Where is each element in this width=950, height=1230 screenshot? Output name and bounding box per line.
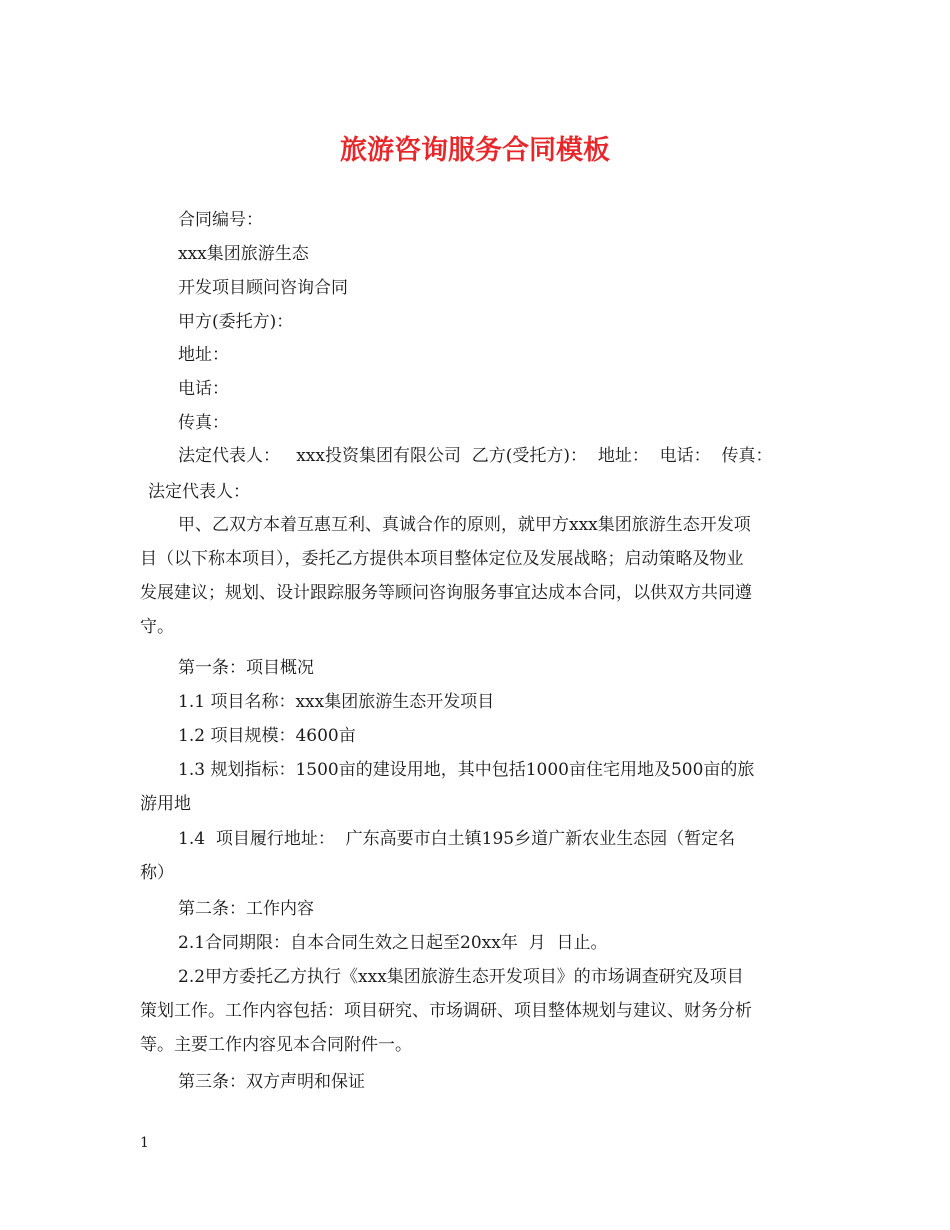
- text-line: xxx集团旅游生态: [178, 244, 309, 264]
- text-line: 法定代表人： xxx投资集团有限公司 乙方(受托方)： 地址： 电话： 传真：: [178, 446, 773, 466]
- fax-label: 传真：: [178, 413, 229, 433]
- paragraph-line: 称）: [140, 863, 174, 883]
- legal-rep-label: 法定代表人：: [148, 482, 250, 502]
- paragraph-line: 守。: [140, 617, 174, 637]
- text-line: 开发项目顾问咨询合同: [178, 278, 348, 298]
- document-title: 旅游咨询服务合同模板: [340, 135, 610, 166]
- contract-number-label: 合同编号：: [178, 210, 263, 230]
- paragraph-line: 1.4 项目履行地址： 广东高要市白土镇195乡道广新农业生态园（暂定名: [178, 829, 736, 849]
- phone-label: 电话：: [178, 379, 229, 399]
- paragraph-line: 等。主要工作内容见本合同附件一。: [140, 1035, 412, 1055]
- paragraph-line: 发展建议；规划、设计跟踪服务等顾问咨询服务事宜达成本合同，以供双方共同遵: [140, 583, 752, 603]
- paragraph-line: 策划工作。工作内容包括：项目研究、市场调研、项目整体规划与建议、财务分析: [140, 1001, 752, 1021]
- paragraph-line: 2.2甲方委托乙方执行《xxx集团旅游生态开发项目》的市场调查研究及项目: [178, 967, 744, 987]
- paragraph-line: 甲、乙双方本着互惠互利、真诚合作的原则，就甲方xxx集团旅游生态开发项: [178, 515, 751, 535]
- section-heading: 第三条：双方声明和保证: [178, 1072, 365, 1092]
- section-heading: 第一条：项目概况: [178, 658, 314, 678]
- text-line: 1.2 项目规模：4600亩: [178, 726, 356, 746]
- paragraph-line: 目（以下称本项目），委托乙方提供本项目整体定位及发展战略；启动策略及物业: [140, 549, 744, 569]
- section-heading: 第二条：工作内容: [178, 899, 314, 919]
- paragraph-line: 1.3 规划指标：1500亩的建设用地，其中包括1000亩住宅用地及500亩的旅: [178, 760, 755, 780]
- paragraph-line: 游用地: [140, 794, 191, 814]
- party-a-label: 甲方(委托方)：: [178, 312, 294, 332]
- text-line: 2.1合同期限：自本合同生效之日起至20xx年 月 日止。: [178, 933, 608, 953]
- page-number: 1: [140, 1135, 149, 1151]
- address-label: 地址：: [178, 345, 229, 365]
- text-line: 1.1 项目名称：xxx集团旅游生态开发项目: [178, 692, 495, 712]
